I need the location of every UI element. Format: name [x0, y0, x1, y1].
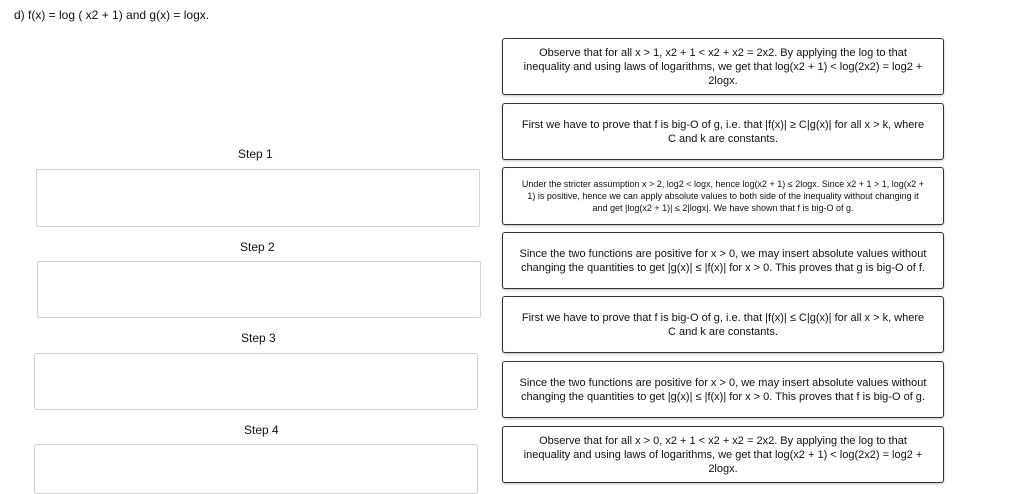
answer-card[interactable]: Observe that for all x > 1, x2 + 1 < x2 + x2 = 2x2. By applying the log to that inequality and using laws of logarithms, we get that log(x2 + 1) < log(2x2) = log2 + 2logx. — [502, 38, 944, 95]
answer-card[interactable]: Under the stricter assumption x > 2, log2 < logx, hence log(x2 + 1) ≤ 2logx. Since x2 + 1 > 1, log(x2 + 1) is positive, hence we can apply absolute values to both side of the inequality without changing it and get |log(x2 + 1)| ≤ 2|logx|. We have shown that f is big-O of g. — [502, 167, 944, 225]
step-3-drop-zone[interactable] — [34, 353, 478, 410]
step-1-drop-zone[interactable] — [36, 169, 480, 227]
step-4-label: Step 4 — [244, 423, 279, 437]
answer-card[interactable]: Since the two functions are positive for x > 0, we may insert absolute values without changing the quantities to get |g(x)| ≤ |f(x)| for x > 0. This proves that g is big-O of f. — [502, 232, 944, 289]
answer-card[interactable]: Observe that for all x > 0, x2 + 1 < x2 + x2 = 2x2. By applying the log to that inequality and using laws of logarithms, we get that log(x2 + 1) < log(2x2) = log2 + 2logx. — [502, 426, 944, 483]
step-1-label: Step 1 — [238, 147, 273, 161]
problem-statement: d) f(x) = log ( x2 + 1) and g(x) = logx. — [14, 8, 210, 22]
answer-card[interactable]: First we have to prove that f is big-O of g, i.e. that |f(x)| ≥ C|g(x)| for all x > k, where C and k are constants. — [502, 103, 944, 160]
step-3-label: Step 3 — [241, 331, 276, 345]
step-4-drop-zone[interactable] — [34, 444, 478, 494]
step-2-drop-zone[interactable] — [37, 261, 481, 318]
step-2-label: Step 2 — [240, 240, 275, 254]
answer-card[interactable]: First we have to prove that f is big-O of g, i.e. that |f(x)| ≤ C|g(x)| for all x > k, where C and k are constants. — [502, 296, 944, 353]
answer-card[interactable]: Since the two functions are positive for x > 0, we may insert absolute values without changing the quantities to get |g(x)| ≤ |f(x)| for x > 0. This proves that f is big-O of g. — [502, 361, 944, 418]
